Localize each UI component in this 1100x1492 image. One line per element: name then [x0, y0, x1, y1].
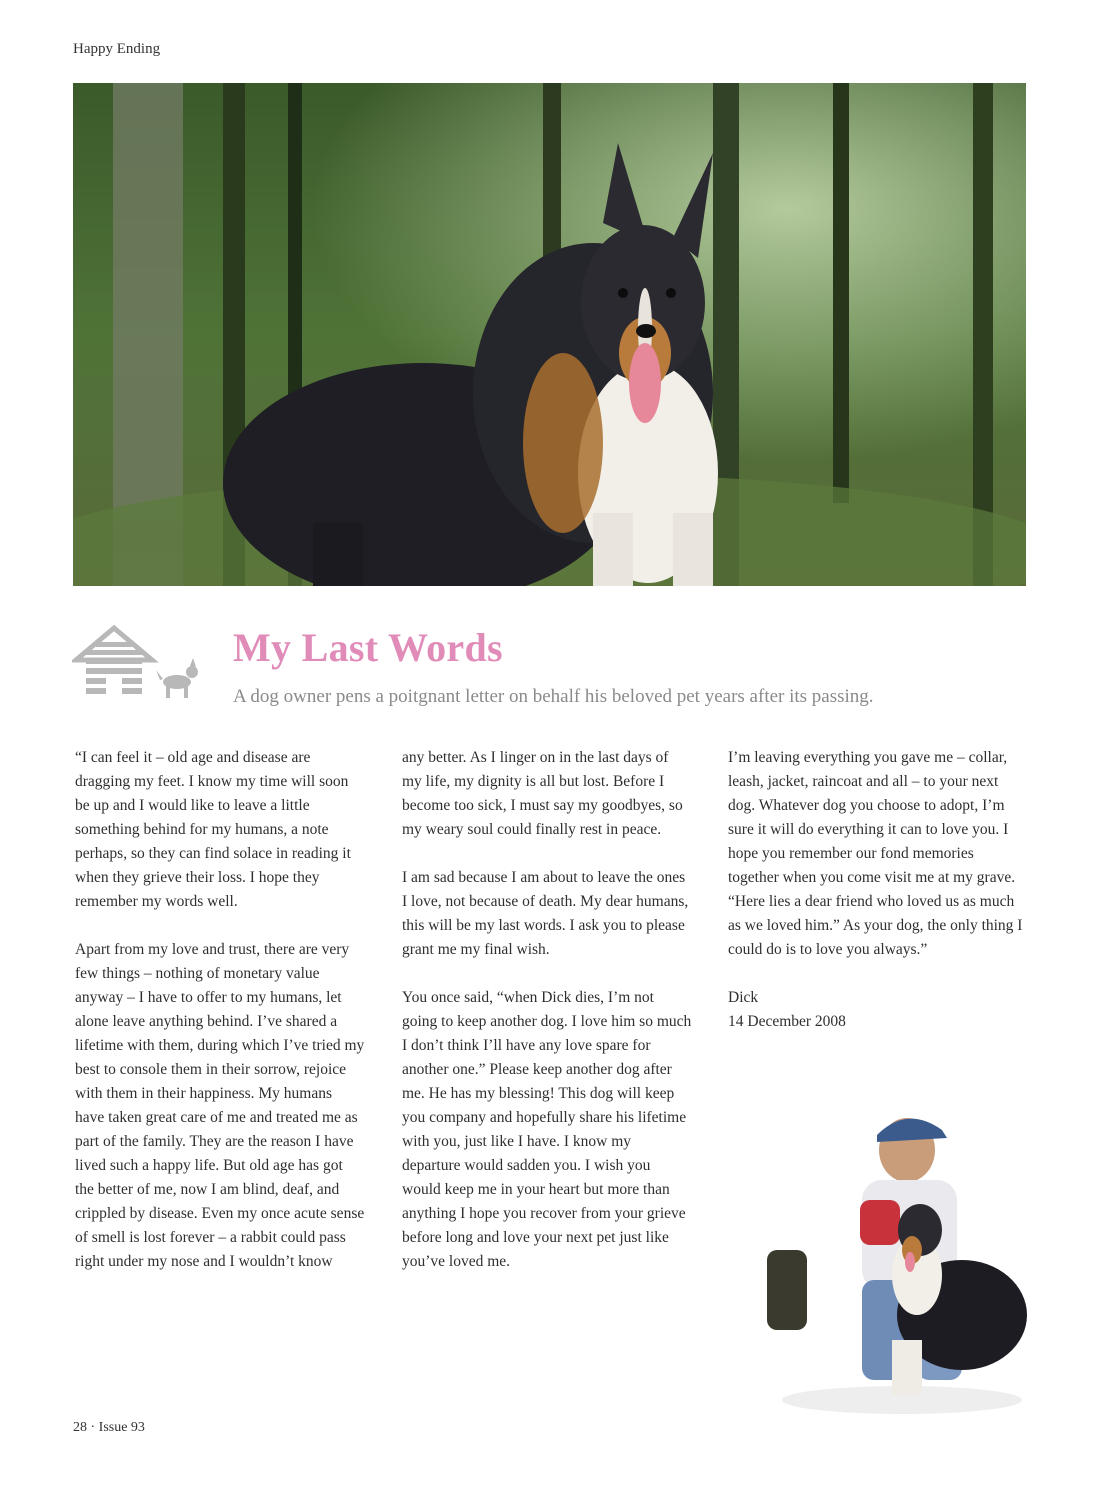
hero-photo-collie [73, 83, 1026, 586]
paragraph: any better. As I linger on in the last days of my life, my dignity is all but lost. Before I become too sick, I must say my goodbyes, so my weary soul could finally rest in peace. [402, 749, 683, 838]
kennel-logo [72, 624, 202, 704]
paragraph: Apart from my love and trust, there are very few things – nothing of monetary value anyway – I have to offer to my humans, let alone leave anything behind. I’ve shared a lifetime with them, during which I’ve tried my best to console them in their sorrow, rejoice with them in their happiness. My humans have taken great care of me and treated me as part of the family. They are the reason I have lived such a happy life. But old age has got the better of me, now I am blind, deaf, and crippled by disease. Even my once acute sense of smell is lost forever – a rabbit could pass right under my nose and I wouldn’t know [75, 941, 365, 1270]
article-subtitle: A dog owner pens a poitgnant letter on behalf his beloved pet years after its passing. [233, 686, 874, 707]
column-2 [402, 746, 692, 1298]
section-label: Happy Ending [73, 41, 161, 57]
column-1 [75, 746, 365, 1298]
signature-name: Dick [728, 989, 759, 1006]
doghouse-icon [76, 628, 152, 696]
paragraph: “I can feel it – old age and disease are dragging my feet. I know my time will soon be up and I would like to leave a little something behind for my humans, a note perhaps, so they can find solace in reading it when they grieve their loss. I hope they remember my words well. [75, 749, 351, 910]
page-footer: 28 · Issue 93 [73, 1420, 145, 1435]
signature-date: 14 December 2008 [728, 1013, 846, 1030]
paragraph: You once said, “when Dick dies, I’m not going to keep another dog. I love him so much I don’t think I’ll have any love spare for another one.” Please keep another dog after me. He has my blessing! This dog will keep you company and hopefully share his lifetime with you, just like I have. I know my departure would sadden you. I wish you would keep me in your heart but more than anything I hope you recover from your grieve before long and love your next pet just like you’ve loved me. [402, 989, 692, 1270]
article-title: My Last Words [233, 625, 503, 670]
dog-silhouette-icon [156, 658, 198, 698]
paragraph: I am sad because I am about to leave the ones I love, not because of death. My dear humans, this will be my last words. I ask you to please grant me my final wish. [402, 869, 689, 958]
paragraph: I’m leaving everything you gave me – collar, leash, jacket, raincoat and all – to your next dog. Whatever dog you choose to adopt, I’m sure it will do everything it can to love you. I hope you remember our fond memories together when you come visit me at my grave. “Here lies a dear friend who loved us as much as we loved him.” As your dog, the only thing I could do is to love you always.” [728, 749, 1023, 958]
signature [728, 986, 1023, 1034]
owner-with-dog-photo [752, 1100, 1032, 1420]
column-3 [728, 746, 1023, 1034]
